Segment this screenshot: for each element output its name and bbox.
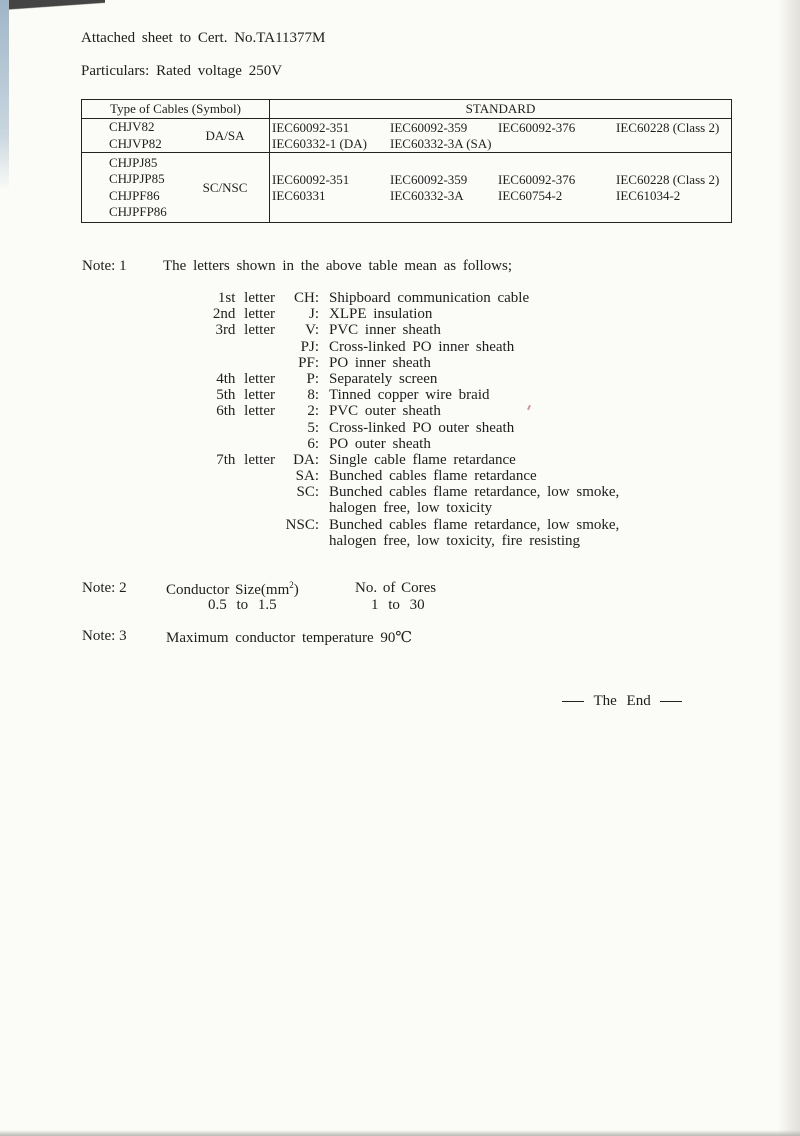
letter-code: P:	[306, 370, 319, 387]
letter-position: 7th letter	[216, 451, 275, 468]
standard-header-cell: STANDARD	[270, 100, 732, 119]
type-header-cell: Type of Cables (Symbol)	[82, 100, 270, 119]
note-3-label: Note: 3	[82, 628, 127, 644]
symbol-label: SC/NSC	[202, 179, 248, 195]
letter-position	[200, 468, 275, 484]
type-name: CHJPJ85	[109, 154, 158, 170]
scan-shadow-left	[0, 0, 9, 190]
letter-meanings-list	[200, 290, 619, 549]
dash-left	[562, 701, 584, 702]
letter-meaning: Bunched cables flame retardance, low smoke,	[329, 484, 620, 501]
standard-item	[498, 136, 616, 152]
table-row	[82, 153, 732, 223]
letter-position: 1st letter	[217, 290, 275, 306]
list-item	[200, 533, 619, 549]
type-name: CHJPFP86	[109, 204, 167, 219]
standard-item	[616, 136, 731, 152]
list-item	[200, 339, 619, 355]
the-end-text: The End	[593, 693, 651, 709]
list-item	[200, 403, 619, 419]
letter-code: 2:	[307, 403, 319, 420]
letter-position	[200, 420, 275, 436]
list-item	[200, 452, 619, 468]
standard-item: IEC60092-376	[498, 119, 576, 135]
type-name: CHJPF86	[109, 187, 160, 203]
letter-meaning: Bunched cables flame retardance	[329, 468, 537, 485]
type-name: CHJPJP85	[109, 171, 165, 186]
letter-code: PJ:	[300, 338, 319, 355]
type-list	[82, 155, 181, 221]
letter-meaning: Single cable flame retardance	[329, 451, 516, 468]
attached-sheet-line: Attached sheet to Cert. No.TA11377M	[81, 30, 326, 46]
list-item	[200, 500, 619, 516]
standard-item: IEC60092-359	[390, 119, 468, 135]
standards-grid	[270, 120, 731, 152]
letter-position	[200, 517, 275, 533]
note-1-label: Note: 1	[82, 258, 127, 274]
letter-code: 8:	[307, 387, 319, 404]
list-item	[200, 371, 619, 387]
type-name: CHJVP82	[109, 135, 162, 151]
conductor-size-range: 0.5 to 1.5	[208, 597, 277, 613]
letter-code: NSC:	[285, 516, 319, 533]
the-end-footer	[562, 693, 682, 710]
letter-meaning: PO outer sheath	[329, 435, 431, 452]
letter-meaning: halogen free, low toxicity	[329, 500, 493, 517]
standard-item: IEC60092-351	[272, 119, 350, 135]
standards-cell	[270, 119, 732, 153]
standards-cell	[270, 153, 732, 223]
letter-meaning: Separately screen	[329, 370, 438, 387]
letter-meaning: halogen free, low toxicity, fire resisting	[329, 532, 581, 549]
standard-item: IEC60092-376	[498, 171, 576, 187]
note-1-text: The letters shown in the above table mean as follows;	[163, 258, 512, 274]
list-item	[200, 322, 619, 338]
letter-code: 6:	[307, 435, 319, 452]
letter-code: V:	[305, 322, 319, 339]
scan-shadow-bottom	[0, 1130, 800, 1136]
letter-position	[200, 339, 275, 355]
scan-shadow-right	[778, 0, 800, 1136]
dash-right	[660, 701, 682, 702]
note-2-label: Note: 2	[82, 580, 127, 596]
letter-position: 6th letter	[216, 403, 275, 420]
standard-item: IEC60331	[272, 187, 326, 203]
letter-code: PF:	[298, 354, 319, 371]
list-item	[200, 484, 619, 500]
particulars-line: Particulars: Rated voltage 250V	[81, 63, 283, 79]
letter-meaning: XLPE insulation	[329, 306, 433, 323]
standard-item: IEC60092-351	[272, 171, 350, 187]
standard-item: IEC60332-3A	[390, 187, 464, 203]
letter-position: 5th letter	[216, 387, 275, 404]
letter-meaning: Tinned copper wire braid	[329, 387, 490, 404]
letter-position: 3rd letter	[215, 322, 275, 339]
type-name: CHJV82	[109, 119, 155, 134]
letter-meaning: Bunched cables flame retardance, low smoke,	[329, 516, 620, 533]
conductor-size-header-text: Conductor Size(mm	[166, 582, 290, 598]
letter-code: DA:	[293, 451, 319, 468]
letter-code: SC:	[296, 484, 319, 501]
standard-item: IEC61034-2	[616, 187, 681, 203]
cores-header: No. of Cores	[355, 580, 437, 596]
note-3-text: Maximum conductor temperature 90℃	[166, 630, 413, 646]
standard-item: IEC60092-359	[390, 171, 468, 187]
letter-position	[200, 484, 275, 500]
letter-position	[200, 500, 275, 516]
standards-grid	[270, 172, 731, 204]
letter-position	[200, 533, 275, 549]
letter-code: SA:	[295, 468, 319, 485]
list-item	[200, 306, 619, 322]
letter-meaning: PVC outer sheath	[329, 403, 441, 420]
letter-meaning: Cross-linked PO inner sheath	[329, 338, 515, 355]
list-item	[200, 290, 619, 306]
letter-code: 5:	[307, 419, 319, 436]
type-cell	[82, 153, 270, 223]
type-cell	[82, 119, 270, 153]
standard-item: IEC60228 (Class 2)	[616, 171, 720, 187]
letter-meaning: Shipboard communication cable	[329, 290, 530, 306]
standard-item: IEC60332-1 (DA)	[272, 135, 367, 151]
list-item	[200, 517, 619, 533]
conductor-size-header-close: )	[293, 582, 299, 598]
letter-position	[200, 436, 275, 452]
list-item	[200, 387, 619, 403]
letter-position	[200, 355, 275, 371]
standard-item: IEC60754-2	[498, 187, 563, 203]
letter-code	[279, 500, 319, 516]
letter-code: CH:	[293, 290, 319, 306]
list-item	[200, 420, 619, 436]
letter-position: 4th letter	[216, 370, 275, 387]
cable-standards-table	[81, 99, 732, 223]
squared-superscript: 2	[289, 580, 294, 590]
standard-item: IEC60228 (Class 2)	[616, 119, 720, 135]
type-list	[82, 119, 181, 152]
letter-code	[279, 533, 319, 549]
cores-range: 1 to 30	[371, 597, 425, 613]
list-item	[200, 468, 619, 484]
letter-meaning: PVC inner sheath	[329, 322, 441, 339]
letter-position: 2nd letter	[212, 306, 275, 323]
letter-code: J:	[308, 306, 319, 323]
scan-shadow-corner	[0, 0, 105, 14]
standard-item: IEC60332-3A (SA)	[390, 135, 492, 151]
table-header-row	[82, 100, 732, 119]
symbol-label: DA/SA	[205, 127, 245, 143]
list-item	[200, 355, 619, 371]
table-row	[82, 119, 732, 153]
letter-meaning: PO inner sheath	[329, 354, 431, 371]
letter-meaning: Cross-linked PO outer sheath	[329, 419, 515, 436]
list-item	[200, 436, 619, 452]
